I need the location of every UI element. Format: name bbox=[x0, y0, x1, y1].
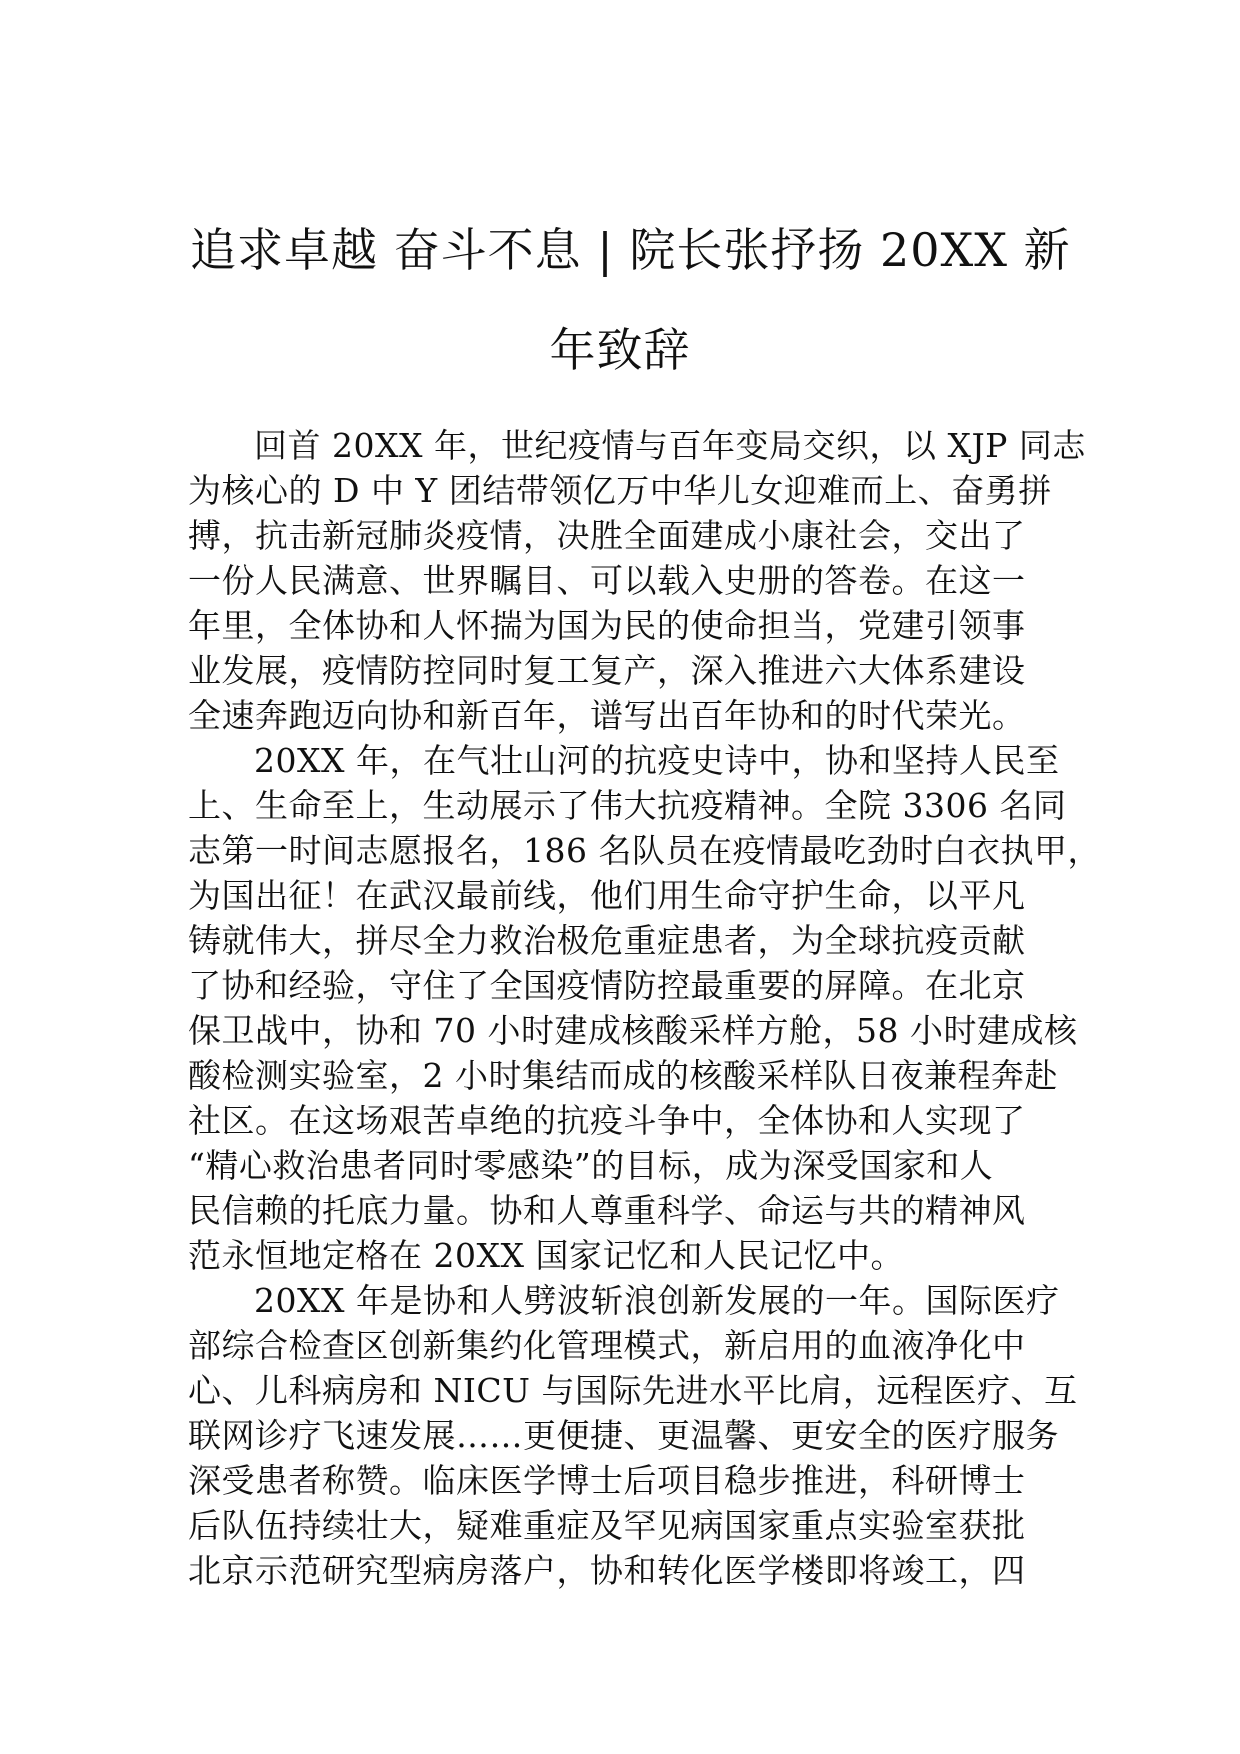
text-line: 20XX 年，在气壮山河的抗疫史诗中，协和坚持人民至 bbox=[254, 741, 1060, 780]
text-line: 志第一时间志愿报名，186 名队员在疫情最吃劲时白衣执甲， bbox=[188, 831, 1101, 870]
text-line: 深受患者称赞。临床医学博士后项目稳步推进，科研博士 bbox=[188, 1461, 1026, 1500]
text-line: 心、儿科病房和 NICU 与国际先进水平比肩，远程医疗、互 bbox=[188, 1371, 1078, 1410]
text-line: 保卫战中，协和 70 小时建成核酸采样方舱，58 小时建成核 bbox=[188, 1011, 1078, 1050]
text-line: 联网诊疗飞速发展……更便捷、更温馨、更安全的医疗服务 bbox=[188, 1416, 1059, 1455]
document-body bbox=[188, 423, 1101, 1593]
text-line: 北京示范研究型病房落户，协和转化医学楼即将竣工，四 bbox=[188, 1551, 1026, 1590]
text-line: 了协和经验，守住了全国疫情防控最重要的屏障。在北京 bbox=[188, 966, 1026, 1005]
text-line: 民信赖的托底力量。协和人尊重科学、命运与共的精神风 bbox=[188, 1191, 1026, 1230]
paragraph-1 bbox=[188, 423, 1086, 738]
document-title bbox=[190, 200, 1071, 400]
text-line: 搏，抗击新冠肺炎疫情，决胜全面建成小康社会，交出了 bbox=[188, 516, 1026, 555]
paragraph-3 bbox=[188, 1278, 1078, 1593]
text-line: 后队伍持续壮大，疑难重症及罕见病国家重点实验室获批 bbox=[188, 1506, 1026, 1545]
text-line: 一份人民满意、世界瞩目、可以载入史册的答卷。在这一 bbox=[188, 561, 1026, 600]
text-line: 铸就伟大，拼尽全力救治极危重症患者，为全球抗疫贡献 bbox=[188, 921, 1026, 960]
text-line: 年里，全体协和人怀揣为国为民的使命担当，党建引领事 bbox=[188, 606, 1026, 645]
text-line: 为国出征！在武汉最前线，他们用生命守护生命，以平凡 bbox=[188, 876, 1026, 915]
text-line: 为核心的 D 中 Y 团结带领亿万中华儿女迎难而上、奋勇拼 bbox=[188, 471, 1052, 510]
text-line: 酸检测实验室，2 小时集结而成的核酸采样队日夜兼程奔赴 bbox=[188, 1056, 1058, 1095]
text-line: “精心救治患者同时零感染”的目标，成为深受国家和人 bbox=[188, 1146, 994, 1185]
text-line: 上、生命至上，生动展示了伟大抗疫精神。全院 3306 名同 bbox=[188, 786, 1067, 825]
text-line: 全速奔跑迈向协和新百年，谱写出百年协和的时代荣光。 bbox=[188, 696, 1026, 735]
text-line: 部综合检查区创新集约化管理模式，新启用的血液净化中 bbox=[188, 1326, 1026, 1365]
text-line: 业发展，疫情防控同时复工复产，深入推进六大体系建设 bbox=[188, 651, 1026, 690]
title-line: 年致辞 bbox=[549, 323, 691, 377]
text-line: 社区。在这场艰苦卓绝的抗疫斗争中，全体协和人实现了 bbox=[188, 1101, 1026, 1140]
title-line: 追求卓越 奋斗不息 | 院长张抒扬 20XX 新 bbox=[190, 223, 1071, 277]
text-line: 20XX 年是协和人劈波斩浪创新发展的一年。国际医疗 bbox=[254, 1281, 1060, 1320]
text-line: 范永恒地定格在 20XX 国家记忆和人民记忆中。 bbox=[188, 1236, 904, 1275]
paragraph-2 bbox=[188, 738, 1101, 1278]
text-line: 回首 20XX 年，世纪疫情与百年变局交织，以 XJP 同志 bbox=[254, 426, 1086, 465]
